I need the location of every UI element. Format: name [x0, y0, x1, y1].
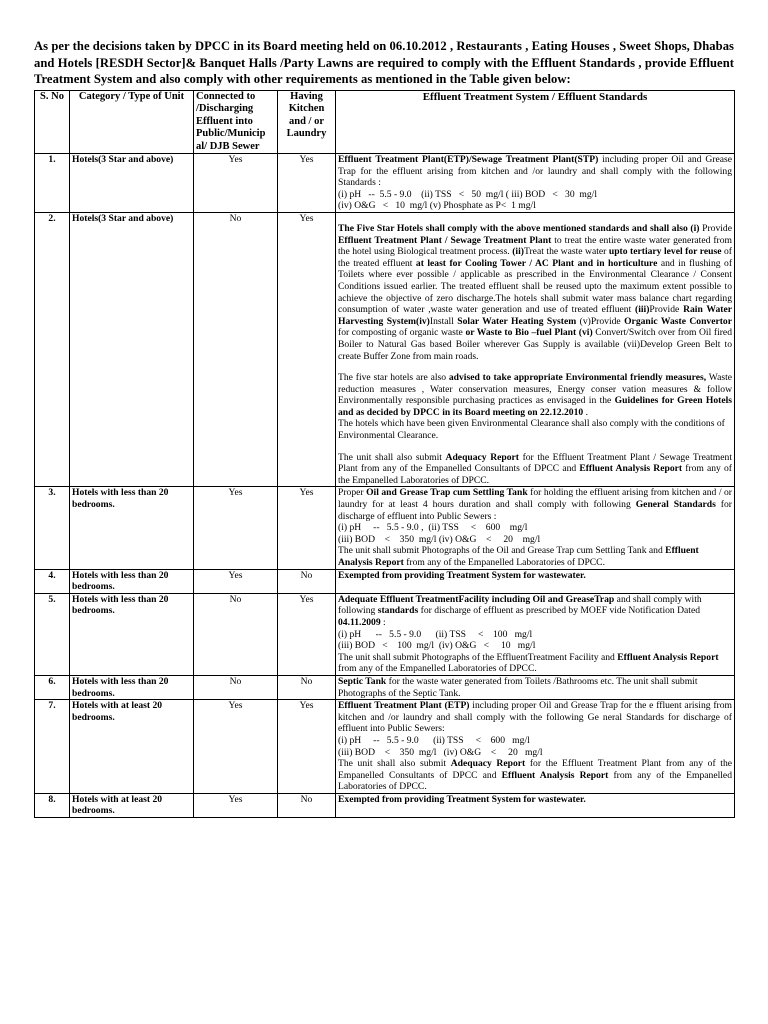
row-number: 2. [35, 212, 70, 486]
row-number: 4. [35, 569, 70, 593]
document-page [34, 38, 734, 818]
bold-text: The Five Star Hotels shall comply with the above mentioned standards and shall also (i) [338, 222, 700, 234]
text: Proper [338, 487, 367, 499]
bold-text: Adequacy Report [450, 758, 526, 770]
text: to treat the entire waste water generated from the hotel using Biological treatment process. [338, 234, 732, 258]
effluent-text [338, 570, 732, 582]
text: The five star hotels are also [338, 372, 449, 384]
text: Provide [699, 222, 732, 234]
text: Waste reduction measures , Water conservation measures, Energy conser vation measures & follow Environmentally responsible purchasing practices as envisaged in the [338, 372, 732, 407]
row-effluent [336, 487, 735, 569]
row-effluent [336, 154, 735, 213]
table-row [35, 487, 735, 569]
bold-text: advised to take appropriate Environmental friendly measures, [448, 372, 707, 384]
row-kitchen: Yes [278, 212, 336, 486]
table-row [35, 793, 735, 817]
row-kitchen: Yes [278, 593, 336, 675]
text: and in flushing of Toilets where ever possible / applicable as prescribed in the Environmental Clearance / Consent Conditions issued earlier. The treated effluent shall be reused upto the maximum extent possible to achieve the objective of zero discharge.The hotels shall submit water mass balance chart regarding consumption of water ,waste water generation and use of treated effluent [338, 257, 733, 316]
bold-text: standards [377, 605, 419, 617]
text: from any of the Empanelled Laboratories of DPCC. [338, 663, 537, 675]
standard-line: (i) pH -- 5.5 - 9.0 (ii) TSS < 50 mg/l ( iii) BOD < 30 mg/l [338, 188, 598, 200]
text: of the treated effluent [338, 246, 732, 269]
table-row [35, 675, 735, 699]
effluent-text [338, 154, 732, 189]
text: for holding the effluent arising from kitchen and / or laundry for at least 4 hours duration and shall comply with following [338, 487, 732, 511]
effluent-text [338, 372, 732, 418]
effluent-text: The hotels which have been given Environmental Clearance shall also comply with the conditions of Environmental Clearance. [338, 418, 725, 442]
intro-paragraph: As per the decisions taken by DPCC in its Board meeting held on 06.10.2012 , Restaurants , Eating Houses , Sweet Shops, Dhabas and Hotels [RESDH Sector]& Banquet Halls /Party Lawns are required to comply with the Effluent Standards , provide Effluent Treatment System and also comply with other requirements as mentioned in the Table given below: [34, 39, 734, 86]
row-kitchen: Yes [278, 487, 336, 569]
header-connected: Connected to /Discharging Effluent into Public/Municip al/ DJB Sewer [194, 90, 278, 154]
row-connected: Yes [194, 154, 278, 213]
row-kitchen: No [278, 569, 336, 593]
row-kitchen: No [278, 675, 336, 699]
text: from any of the Empanelled Laboratories of DPCC. [403, 557, 605, 568]
bold-text: Effluent Treatment Plant(ETP)/Sewage Treatment Plant(STP) [338, 154, 599, 165]
text: for the Effluent Treatment Plant / Sewage Treatment Plant from any of the Empanelled Consultants of DPCC and [338, 451, 732, 475]
row-category: Hotels with less than 20 bedrooms. [70, 569, 194, 593]
standard-line: (i) pH -- 5.5 - 9.0 (ii) TSS < 600 mg/l [338, 734, 530, 746]
bold-text: (iii) [635, 304, 650, 316]
standard-line: (i) pH -- 5.5 - 9.0 , (ii) TSS < 600 mg/l [338, 522, 528, 534]
text: including proper Oil and Grease Trap for the e ffluent arising from kitchen and /or laundry and shall comply with the following Ge neral Standards for discharge of effluent into Public Sewers: [338, 700, 732, 735]
table-row [35, 593, 735, 675]
table-row [35, 700, 735, 794]
row-number: 5. [35, 593, 70, 675]
bold-text: Effluent Analysis Report [338, 545, 699, 568]
row-category: Hotels(3 Star and above) [70, 212, 194, 486]
row-number: 6. [35, 675, 70, 699]
row-effluent [336, 700, 735, 794]
standard-line: (i) pH -- 5.5 - 9.0 (ii) TSS < 100 mg/l [338, 628, 533, 640]
row-connected: No [194, 593, 278, 675]
bold-text: at least for Cooling Tower / AC Plant and in horticulture [415, 257, 658, 269]
row-kitchen: Yes [278, 700, 336, 794]
row-effluent [336, 212, 735, 486]
bold-text: Solar Water Heating System [457, 315, 577, 327]
text: for the Effluent Treatment Plant from any of the Empanelled Consultants of DPCC and [338, 758, 732, 781]
row-category: Hotels(3 Star and above) [70, 154, 194, 213]
row-category: Hotels with less than 20 bedrooms. [70, 675, 194, 699]
bold-text: Septic Tank [338, 675, 387, 687]
text: Provide [649, 304, 684, 316]
text: (v)Provide [576, 315, 625, 327]
text: The unit shall submit Photographs of the EffluentTreatment Facility and [338, 651, 618, 663]
bold-text: Organic Waste Convertor [624, 315, 732, 327]
effluent-text [338, 794, 732, 806]
row-category: Hotels with at least 20 bedrooms. [70, 793, 194, 817]
text: Treat the waste water [523, 246, 609, 258]
effluent-text [338, 223, 732, 362]
bold-text: Effluent Analysis Report [501, 769, 609, 781]
effluent-text [338, 545, 732, 568]
row-effluent [336, 793, 735, 817]
table-row [35, 569, 735, 593]
bold-text: 04.11.2009 [338, 616, 381, 628]
effluent-text [338, 487, 732, 522]
row-connected: Yes [194, 700, 278, 794]
text: from any of the Empanelled Laboratories of DPCC. [338, 769, 732, 793]
effluent-text [338, 676, 732, 699]
row-number: 8. [35, 793, 70, 817]
text: The unit shall also submit [338, 758, 451, 770]
bold-text: or Waste to Bio –fuel Plant (vi) [465, 327, 593, 339]
row-connected: No [194, 675, 278, 699]
row-connected: No [194, 212, 278, 486]
text: Convert/Switch over from Oil fired Boiler to Natural Gas based Boiler wherever Gas Supply is available (vii)Develop Green Belt to create Buffer Zone from main roads. [338, 327, 732, 362]
requirements-table [34, 90, 735, 819]
row-number: 1. [35, 154, 70, 213]
text: : [380, 616, 386, 628]
row-connected: Yes [194, 487, 278, 569]
bold-text: Exempted from providing Treatment System for wastewater. [338, 569, 586, 581]
text: including proper Oil and Grease Trap for the effluent arising from kitchen and /or laundry and shall comply with the following Standards : [338, 154, 732, 189]
effluent-text [338, 652, 732, 675]
bold-text: Effluent Analysis Report [579, 463, 683, 475]
row-number: 7. [35, 700, 70, 794]
table-row [35, 154, 735, 213]
effluent-text [338, 758, 732, 793]
bold-text: Effluent Treatment Plant (ETP) [338, 700, 470, 712]
standard-line: (iii) BOD < 350 mg/l (iv) O&G < 20 mg/l [338, 533, 541, 545]
row-effluent [336, 593, 735, 675]
header-sno: S. No [35, 90, 70, 154]
header-kitchen: Having Kitchen and / or Laundry [278, 90, 336, 154]
standard-line: (iii) BOD < 100 mg/l (iv) O&G < 10 mg/l [338, 640, 536, 652]
header-effluent: Effluent Treatment System / Effluent Standards [336, 90, 735, 154]
text: . [583, 406, 588, 418]
text: for composting of organic waste [338, 327, 466, 339]
text: The unit shall submit Photographs of the Oil and Grease Trap cum Settling Tank and [338, 545, 666, 557]
row-effluent [336, 675, 735, 699]
row-category: Hotels with less than 20 bedrooms. [70, 593, 194, 675]
bold-text: Guidelines for Green Hotels and as decided by DPCC in its Board meeting on 22.12.2010 [338, 395, 732, 418]
bold-text: Exempted from providing Treatment System for wastewater. [338, 793, 586, 805]
table-row [35, 212, 735, 486]
bold-text: Adequate Effluent TreatmentFacility including Oil and GreaseTrap [338, 593, 615, 605]
row-kitchen: No [278, 793, 336, 817]
standard-line: (iv) O&G < 10 mg/l (v) Phosphate as P< 1 mg/l [338, 200, 536, 212]
bold-text: General Standards [635, 499, 716, 511]
row-connected: Yes [194, 569, 278, 593]
text: for discharge of effluent as prescribed by MOEF vide Notification Dated [418, 605, 701, 617]
row-connected: Yes [194, 793, 278, 817]
bold-text: Rain Water Harvesting System(iv) [338, 304, 732, 327]
text: for the waste water generated from Toilets /Bathrooms etc. The unit shall submit Photographs of the Septic Tank. [338, 675, 698, 699]
row-category: Hotels with at least 20 bedrooms. [70, 700, 194, 794]
effluent-text [338, 452, 732, 487]
text: Install [429, 315, 458, 327]
row-kitchen: Yes [278, 154, 336, 213]
bold-text: upto tertiary level for reuse [608, 246, 722, 258]
text: for discharge of effluent into Public Sewers : [338, 499, 732, 522]
text: from any of the Empanelled Laboratories of DPCC. [338, 463, 732, 486]
bold-text: Effluent Treatment Plant / Sewage Treatment Plant [338, 234, 552, 246]
effluent-text [338, 700, 732, 735]
bold-text: Oil and Grease Trap cum Settling Tank [366, 487, 528, 499]
bold-text: Adequacy Report [445, 451, 519, 463]
row-effluent [336, 569, 735, 593]
row-category: Hotels with less than 20 bedrooms. [70, 487, 194, 569]
text: The unit shall also submit [338, 451, 446, 463]
header-category: Category / Type of Unit [70, 90, 194, 154]
text: and shall comply with following [338, 593, 702, 617]
effluent-text [338, 594, 732, 629]
table-header-row [35, 90, 735, 154]
standard-line: (iii) BOD < 350 mg/l (iv) O&G < 20 mg/l [338, 746, 543, 758]
row-number: 3. [35, 487, 70, 569]
bold-text: (ii) [512, 246, 524, 258]
bold-text: Effluent Analysis Report [617, 651, 719, 663]
